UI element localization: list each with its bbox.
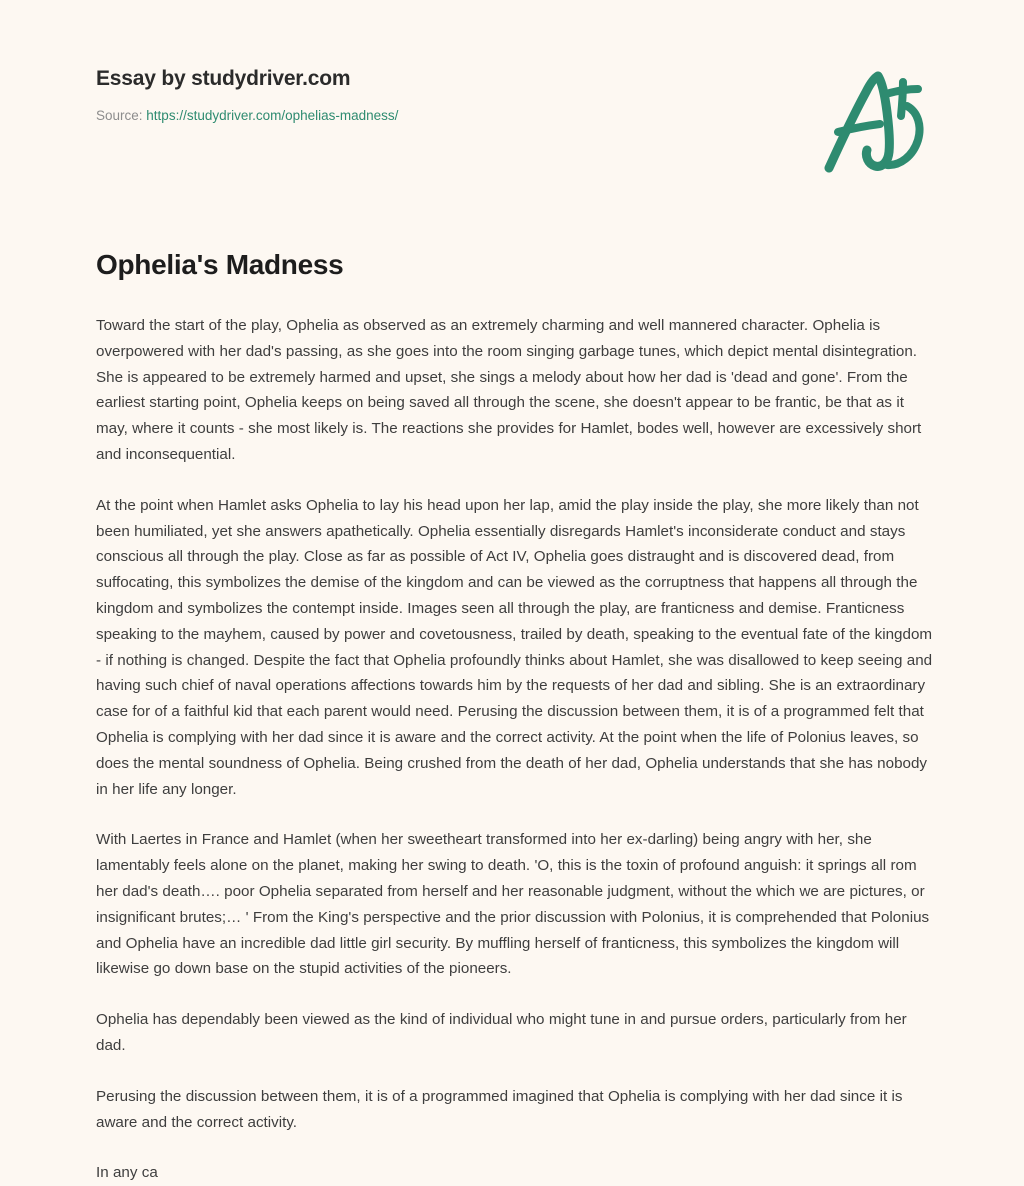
source-label: Source: — [96, 108, 143, 124]
source-line — [96, 107, 736, 125]
a-plus-handwritten-logo[interactable] — [812, 62, 932, 174]
header-meta — [96, 66, 736, 125]
essay-paragraph: With Laertes in France and Hamlet (when her sweetheart transformed into her ex-darling) being angry with her, she lamentably feels alone on the planet, making her swing to death. 'O, this is the toxin of profound anguish: it springs all rom her dad's death…. poor Ophelia separated from herself and her reasonable judgment, without the which we are pictures, or insignificant brutes;… ' From the King's perspective and the prior discussion with Polonius, it is comprehended that Polonius and Ophelia have an incredible dad little girl security. By muffling herself of franticness, this symbolizes the kingdom will likewise go down base on the stupid activities of the pioneers. — [96, 831, 930, 978]
essay-body — [96, 313, 934, 1186]
essay-paragraph: At the point when Hamlet asks Ophelia to lay his head upon her lap, amid the play inside the play, she more likely than not been humiliated, yet she answers apathetically. Ophelia essentially disregards Hamlet's inconsiderate conduct and stays conscious all through the play. Close as far as possible of Act IV, Ophelia goes distraught and is discovered dead, from suffocating, this symbolizes the demise of the kingdom and can be viewed as the corruptness that happens all through the kingdom and symbolizes the contempt inside. Images seen all through the play, are franticness and demise. Franticness speaking to the mayhem, caused by power and covetousness, trailed by death, speaking to the eventual fate of the kingdom - if nothing is changed. Despite the fact that Ophelia profoundly thinks about Hamlet, she was disallowed to keep seeing and having such chief of naval operations affections towards him by the requests of her dad and sibling. She is an extraordinary case for of a faithful kid that each parent would need. Perusing the discussion between them, it is of a programmed felt that Ophelia is complying with her dad since it is aware and the correct activity. At the point when the life of Polonius leaves, so does the mental soundness of Ophelia. Being crushed from the death of her dad, Ophelia understands that she has nobody in her life any longer. — [96, 496, 933, 798]
page-title: Ophelia's Madness — [96, 249, 344, 280]
essay-paragraph: Ophelia has dependably been viewed as the kind of individual who might tune in and pursue orders, particularly from her dad. — [96, 1011, 907, 1054]
essay-byline: Essay by studydriver.com — [96, 67, 351, 90]
source-url-link[interactable]: https://studydriver.com/ophelias-madness/ — [146, 108, 399, 124]
essay-paragraph: Perusing the discussion between them, it is of a programmed imagined that Ophelia is complying with her dad since it is aware and the correct activity. — [96, 1087, 903, 1131]
page-header — [0, 0, 1024, 190]
essay-paragraph-truncated: In any ca — [96, 1164, 158, 1182]
essay-paragraph: Toward the start of the play, Ophelia as observed as an extremely charming and well mannered character. Ophelia is overpowered with her dad's passing, as she goes into the room singing garbage tunes, which depict mental disintegration. She is appeared to be extremely harmed and upset, she sings a melody about how her dad is 'dead and gone'. From the earliest starting point, Ophelia keeps on being saved all through the scene, she doesn't appear to be frantic, be that as it may, where it counts - she most likely is. The reactions she provides for Hamlet, bodes well, however are excessively short and inconsequential. — [96, 317, 922, 463]
